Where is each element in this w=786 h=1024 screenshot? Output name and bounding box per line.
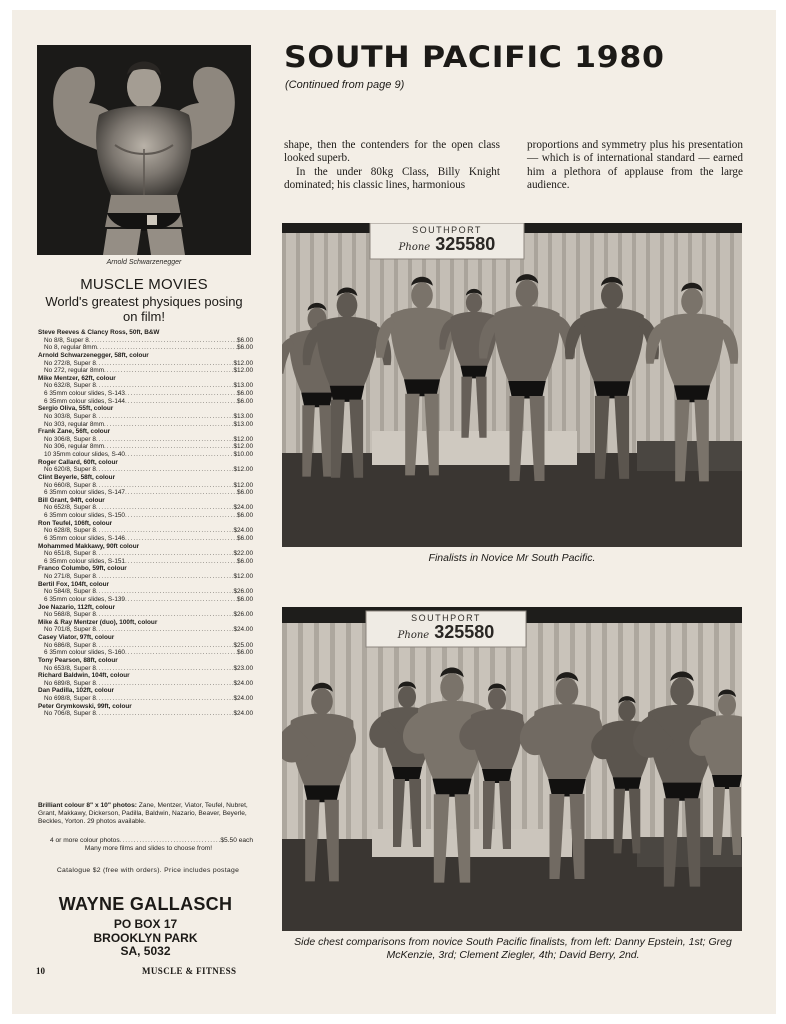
address-line: PO BOX 17 (113, 917, 178, 931)
film-price: $26.00 (233, 611, 253, 619)
film-price-line (38, 360, 253, 368)
film-price-line (38, 344, 253, 352)
film-price-line (38, 489, 253, 497)
film-format: No 303, regular 8mm (44, 420, 105, 428)
photo-arnold-schwarzenegger (37, 45, 251, 255)
film-format: No 698/8, Super 8 (44, 695, 96, 702)
sign-top-text: SOUTHPORT (412, 225, 482, 235)
film-entry-header: Arnold Schwarzenegger, 58ft, colour (38, 351, 149, 359)
film-format: No 701/8, Super 8 (44, 626, 96, 634)
film-format: No 271/8, Super 8 (44, 573, 96, 580)
film-format: No 568/8, Super 8 (44, 611, 96, 619)
film-format: No 632/8, Super 8 (44, 382, 96, 390)
film-entry-header: Bertil Fox, 104ft, colour (38, 580, 110, 588)
film-price: $6.00 (237, 512, 253, 519)
film-entry-header: Casey Viator, 97ft, colour (38, 634, 115, 641)
film-price-line (38, 573, 253, 581)
film-price: $13.00 (233, 412, 253, 420)
film-price-line (38, 596, 253, 604)
film-format: No 8/8, Super 8 (44, 336, 89, 344)
film-price-line (38, 337, 253, 345)
film-price-line (38, 558, 253, 566)
film-format: No 306/8, Super 8 (44, 435, 96, 443)
film-price-line (38, 466, 253, 474)
photo-caption-finalists: Finalists in Novice Mr South Pacific. (428, 552, 596, 564)
film-entry-header: Richard Baldwin, 104ft, colour (38, 672, 130, 680)
film-entry-header: Mike & Ray Mentzer (duo), 100ft, colour (38, 618, 158, 626)
film-price: $6.00 (237, 489, 253, 497)
film-price-line (38, 665, 253, 673)
film-format: 6 35mm colour slides, S-150 (44, 512, 125, 519)
film-format: No 686/8, Super 8 (44, 641, 96, 649)
film-price: $24.00 (233, 679, 253, 687)
article-headline: SOUTH PACIFIC 1980 (284, 40, 665, 74)
film-price: $25.00 (233, 641, 253, 649)
advertiser-address (38, 918, 253, 959)
film-price-line (38, 398, 253, 406)
film-entry-header: Ron Teufel, 106ft, colour (38, 519, 113, 527)
film-price: $12.00 (233, 481, 253, 489)
film-format: No 306, regular 8mm (44, 443, 105, 451)
article-paragraph: proportions and symmetry plus his presentation — which is of international standard — earned him a plethora of applause from the large audience. (527, 139, 743, 191)
article-column-1 (284, 139, 500, 192)
film-price: $6.00 (237, 534, 253, 542)
film-entry-header: Clint Beyerle, 58ft, colour (38, 473, 116, 481)
film-price: $12.00 (233, 443, 253, 451)
film-format: No 303/8, Super 8 (44, 412, 96, 420)
photos-offer (38, 802, 253, 827)
film-format: No 689/8, Super 8 (44, 679, 96, 687)
film-price: $12.00 (233, 359, 253, 367)
film-price-line (38, 421, 253, 429)
film-price-line (38, 588, 253, 596)
many-more-note: Many more films and slides to choose from! (84, 845, 213, 853)
sign-number: 325580 (434, 622, 495, 642)
film-format: No 620/8, Super 8 (44, 466, 96, 474)
film-price: $6.00 (237, 390, 253, 397)
film-format: No 272/8, Super 8 (44, 359, 96, 367)
ad-subtitle: World's greatest physiques posing on film! (45, 294, 243, 324)
film-price: $22.00 (233, 550, 253, 558)
film-price-line (38, 550, 253, 558)
film-price-line (38, 611, 253, 619)
film-format: 6 35mm colour slides, S-146 (44, 534, 125, 542)
film-format: 6 35mm colour slides, S-144 (44, 397, 125, 405)
film-price-line (38, 680, 253, 688)
film-price: $6.00 (237, 344, 253, 352)
film-entry-header: Roger Callard, 60ft, colour (38, 458, 118, 466)
film-format: No 653/8, Super 8 (44, 664, 96, 672)
film-price: $13.00 (233, 420, 253, 428)
film-entry-header: Frank Zane, 56ft, colour (38, 428, 111, 436)
article-column-2 (527, 139, 743, 192)
film-entry-header: Franco Columbo, 59ft, colour (38, 565, 127, 573)
film-price-line (38, 626, 253, 634)
photo-side-chest-comparison (282, 607, 742, 931)
film-price-line (38, 413, 253, 421)
ad-title: MUSCLE MOVIES (80, 276, 208, 293)
sign-phone-label: Phone (397, 630, 430, 641)
film-price-line (38, 535, 253, 543)
continued-note: (Continued from page 9) (285, 79, 405, 91)
film-price: $6.00 (237, 397, 253, 405)
photo-finalists (282, 223, 742, 547)
film-entry-header: Mike Mentzer, 62ft, colour (38, 374, 116, 382)
film-price-line (38, 390, 253, 398)
film-price: $6.00 (237, 557, 253, 565)
film-price: $12.00 (233, 573, 253, 580)
film-format: 6 35mm colour slides, S-147 (44, 489, 125, 497)
film-entry-header: Joe Nazario, 112ft, colour (38, 603, 116, 611)
film-price: $24.00 (233, 710, 253, 718)
advertiser-name: WAYNE GALLASCH (58, 894, 233, 914)
sign-number: 325580 (435, 234, 496, 254)
film-price: $12.00 (233, 466, 253, 474)
film-price-line (38, 649, 253, 657)
film-price: $6.00 (237, 649, 253, 657)
film-format: 6 35mm colour slides, S-139 (44, 595, 125, 603)
bulk-photo-offer (38, 837, 253, 853)
film-price-line (38, 695, 253, 703)
film-format: No 651/8, Super 8 (44, 550, 96, 558)
film-price-line (38, 443, 253, 451)
catalogue-note: Catalogue $2 (free with orders). Price includes postage (56, 867, 240, 874)
photos-offer-text: Zane, Mentzer, Viator, Teufel, Nubret, Grant, Makkawy, Dickerson, Padilla, Baldwin, Nazario, Beaver, Beyerle, Beckles, Yorton. 29 photos available. (38, 802, 248, 826)
photo-caption-side-chest: Side chest comparisons from novice South Pacific finalists, from left: Danny Epstein, 1st; Greg McKenzie, 3rd; Clement Ziegler, 4th; David Berry, 2nd. (294, 936, 732, 961)
film-price: $23.00 (233, 664, 253, 672)
address-line: BROOKLYN PARK (93, 930, 198, 945)
magazine-name: MUSCLE & FITNESS (142, 966, 237, 976)
film-price: $26.00 (233, 588, 253, 596)
film-price-list (38, 329, 253, 718)
bulk-photo-price: $5.50 each (220, 837, 253, 844)
film-entry-header: Dan Padilla, 102ft, colour (38, 687, 114, 695)
film-price-line (38, 451, 253, 459)
film-price: $24.00 (233, 626, 253, 634)
film-price-line (38, 512, 253, 520)
film-price: $24.00 (233, 695, 253, 702)
film-entry-header: Mohammed Makkawy, 90ft colour (38, 542, 140, 550)
film-format: 6 35mm colour slides, S-151 (44, 557, 125, 565)
film-entry-header: Steve Reeves & Clancy Ross, 50ft, B&W (38, 329, 160, 336)
film-entry-header: Sergio Oliva, 55ft, colour (38, 405, 114, 413)
film-price: $12.00 (233, 435, 253, 443)
sign-top-text: SOUTHPORT (411, 613, 481, 623)
photos-offer-lead: Brilliant colour 8" x 10" photos: (38, 802, 137, 809)
film-price-line (38, 642, 253, 650)
film-price: $12.00 (233, 367, 253, 375)
film-price-line (38, 382, 253, 390)
film-entry-header: Bill Grant, 94ft, colour (38, 496, 105, 504)
film-price: $10.00 (233, 451, 253, 458)
film-format: No 8, regular 8mm (44, 344, 97, 352)
film-format: No 628/8, Super 8 (44, 527, 96, 535)
film-format: No 706/8, Super 8 (44, 710, 96, 718)
photo-caption-arnold: Arnold Schwarzenegger (106, 259, 182, 266)
article-paragraph: shape, then the contenders for the open class looked superb. (284, 139, 500, 165)
film-price: $13.00 (233, 382, 253, 390)
film-format: No 660/8, Super 8 (44, 481, 96, 489)
film-price: $6.00 (237, 595, 253, 603)
film-price-line (38, 436, 253, 444)
sign-phone-label: Phone (398, 242, 431, 253)
film-format: 10 35mm colour slides, S-40 (44, 451, 125, 458)
film-format: No 652/8, Super 8 (44, 504, 96, 512)
bulk-photo-label: 4 or more colour photos (50, 837, 120, 844)
film-entry-header: Peter Grymkowski, 99ft, colour (38, 702, 132, 710)
address-line: SA, 5032 (120, 944, 171, 958)
film-price-line (38, 710, 253, 718)
film-format: 6 35mm colour slides, S-143 (44, 390, 125, 397)
film-price: $6.00 (237, 336, 253, 344)
film-price-line (38, 504, 253, 512)
film-price-line (38, 527, 253, 535)
page-number: 10 (36, 966, 45, 976)
film-entry-header: Tony Pearson, 88ft, colour (38, 656, 118, 664)
film-format: No 584/8, Super 8 (44, 588, 96, 596)
article-paragraph: In the under 80kg Class, Billy Knight dominated; his classic lines, harmonious (284, 165, 500, 191)
film-price-line (38, 367, 253, 375)
film-format: 6 35mm colour slides, S-160 (44, 649, 125, 657)
film-price-line (38, 482, 253, 490)
film-format: No 272, regular 8mm (44, 367, 105, 375)
film-price: $24.00 (233, 527, 253, 535)
film-price: $24.00 (233, 504, 253, 512)
